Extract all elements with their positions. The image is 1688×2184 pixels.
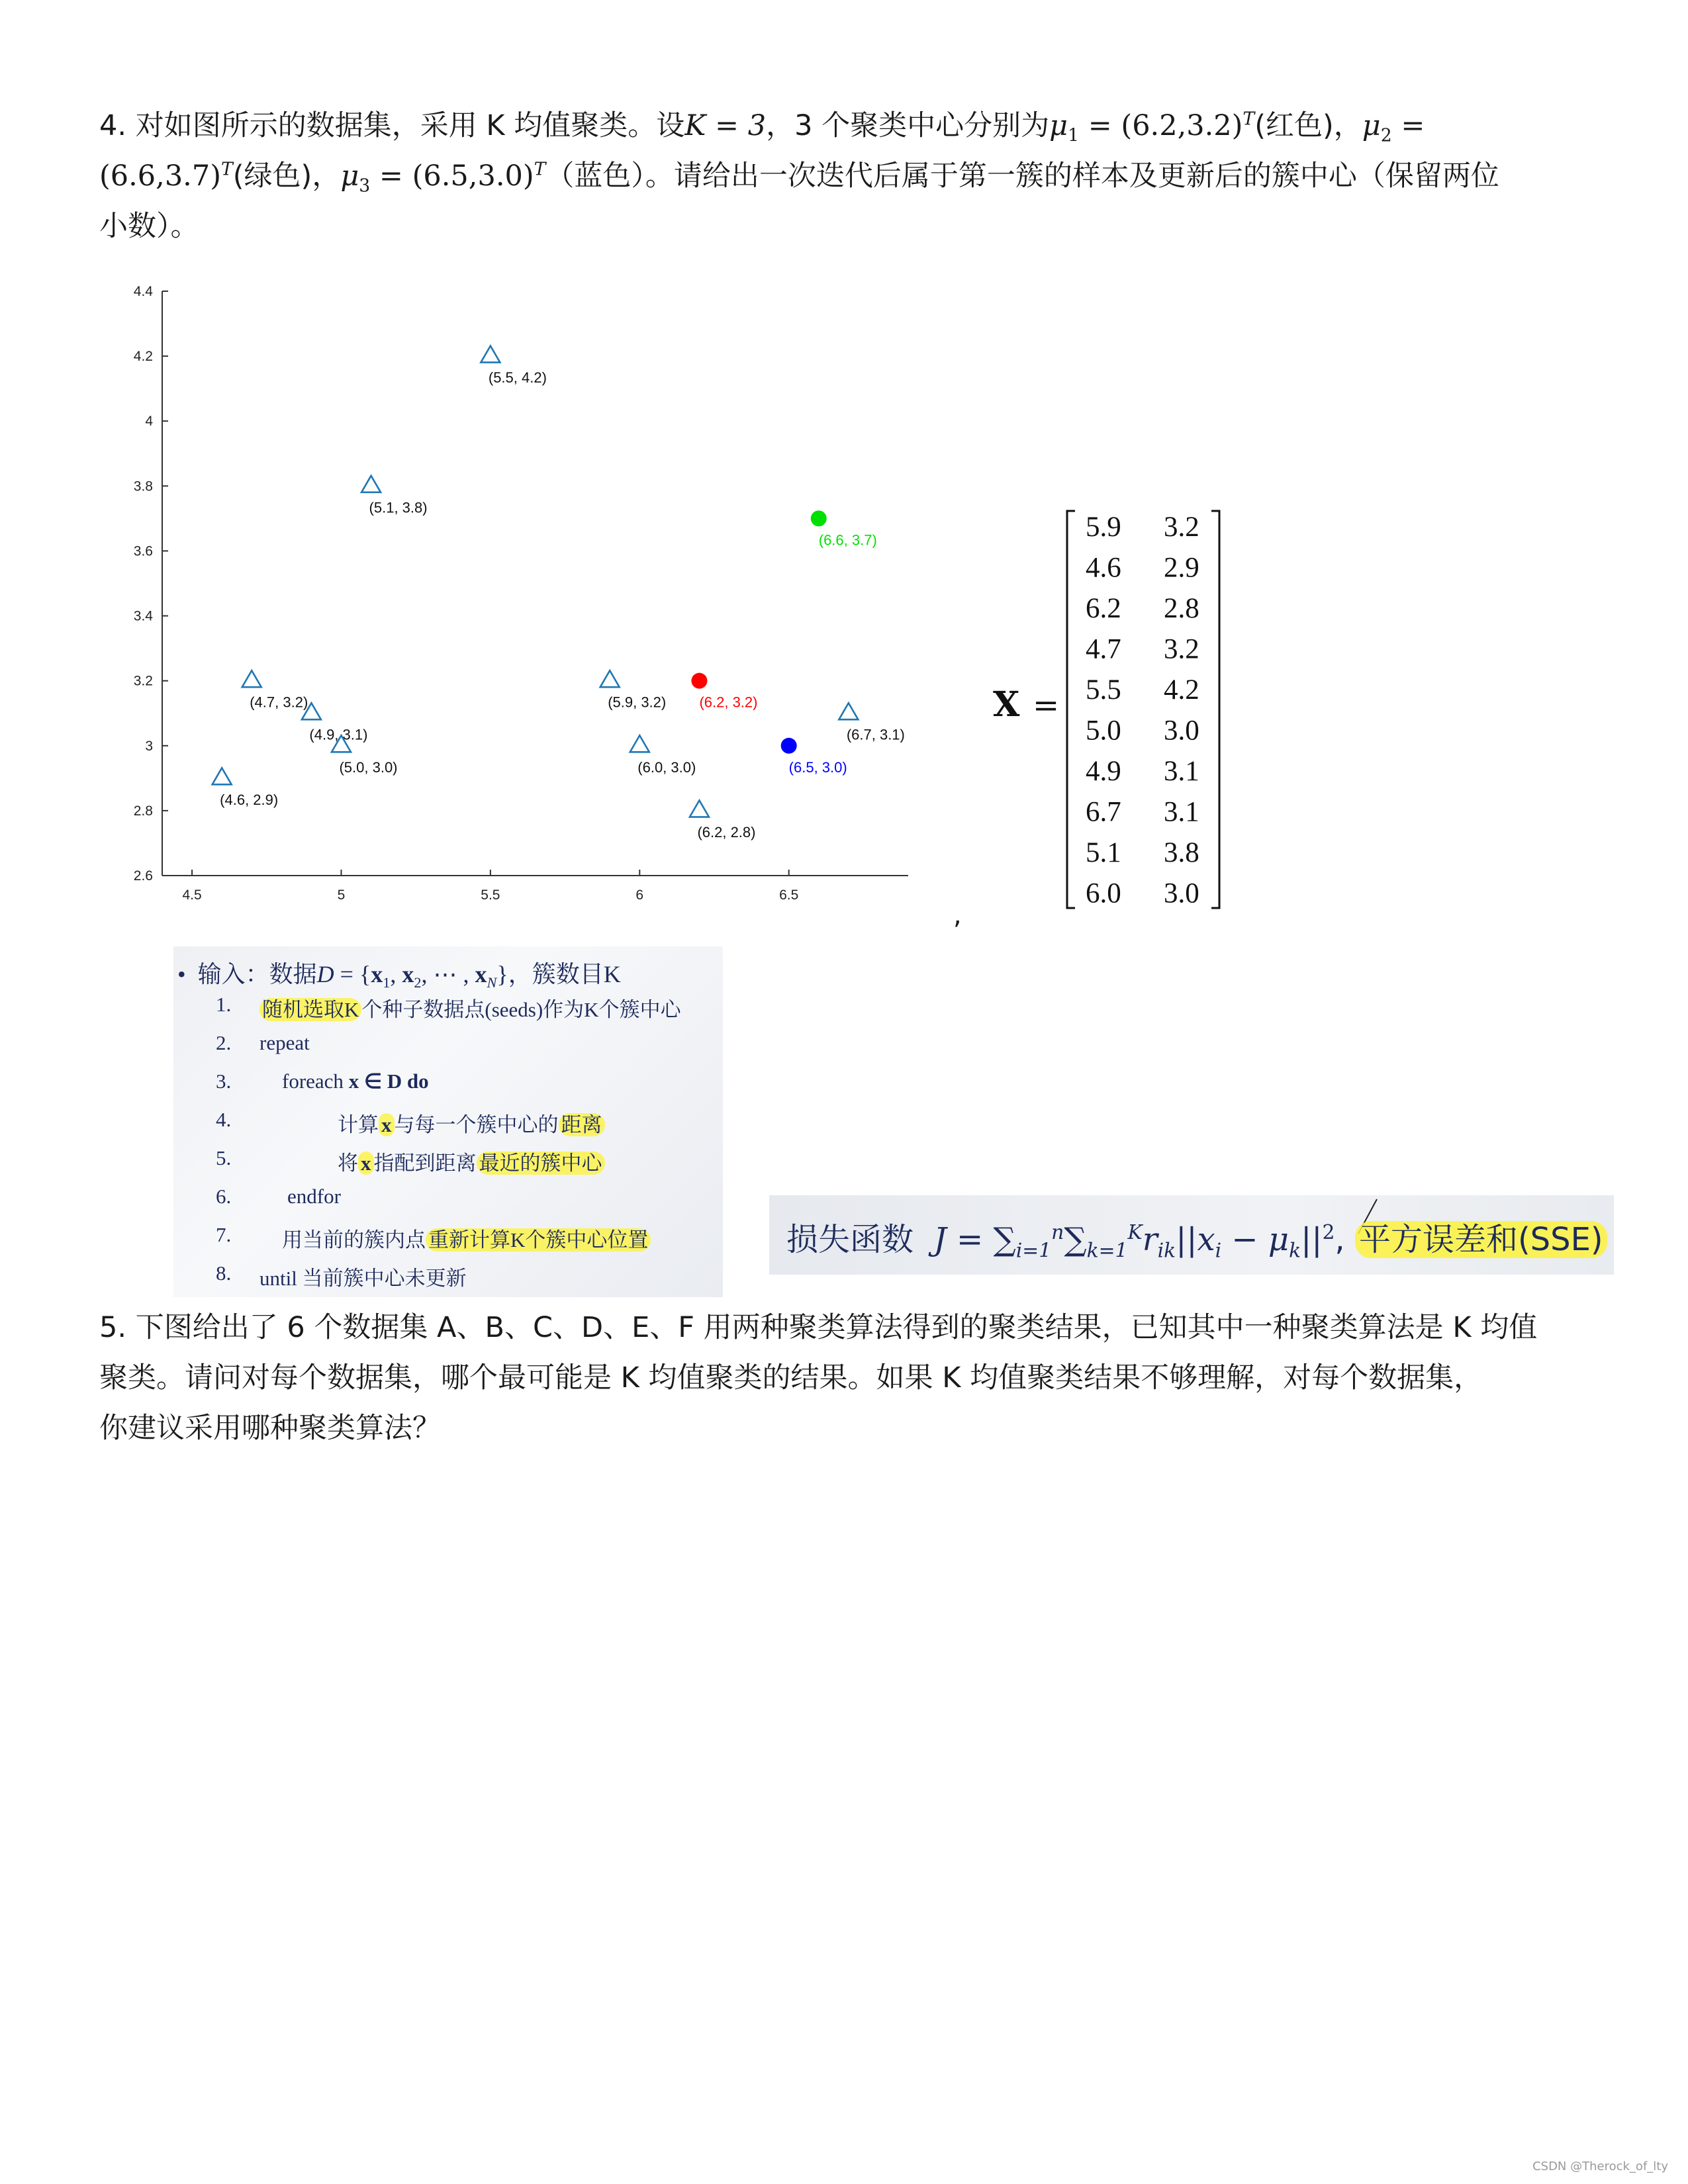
data-point-triangle	[600, 670, 620, 687]
y-tick-label: 2.6	[133, 868, 153, 884]
matrix-cell: 4.9	[1086, 756, 1121, 787]
data-point-label: (6.2, 2.8)	[697, 823, 756, 841]
y-tick-label: 3.2	[133, 673, 153, 689]
matrix-cell: 6.2	[1086, 593, 1121, 624]
question-4-line-3: 小数）。	[99, 210, 199, 243]
x-tick-label: 4.5	[182, 887, 202, 903]
cluster-center-label: (6.2, 3.2)	[699, 694, 758, 711]
matrix-cell: 4.7	[1086, 633, 1121, 665]
matrix-cell: 5.1	[1086, 837, 1121, 868]
question-5-line-2: 聚类。请问对每个数据集，哪个最可能是 K 均值聚类的结果。如果 K 均值聚类结果不够理解，对每个数据集，	[99, 1361, 1483, 1394]
loss-formula: 损失函数 $J = \sum_{i=1}^n\sum_{k=1}^Kr_{ik}||x_i - \mu_k||^2$, 平方误差和(SSE)	[786, 1214, 1607, 1259]
matrix-cell: 2.8	[1164, 593, 1199, 624]
matrix-left-bracket	[1067, 511, 1075, 908]
question-5	[99, 1302, 1589, 1453]
matrix-cell: 6.7	[1086, 796, 1121, 828]
matrix-cell: 5.5	[1086, 674, 1121, 705]
question-4-line-2: $(6.6,3.7)^T$(绿色)，$\mu_3 = (6.5,3.0)^T$（蓝色）。请给出一次迭代后属于第一簇的样本及更新后的簇中心（保留两位	[99, 159, 1499, 197]
data-point-label: (5.9, 3.2)	[608, 694, 667, 711]
data-point-label: (5.5, 4.2)	[488, 369, 547, 387]
data-point-label: (4.7, 3.2)	[250, 694, 308, 711]
sse-highlight: 平方误差和(SSE)	[1355, 1221, 1607, 1258]
data-point-triangle	[481, 346, 500, 363]
cluster-center-label: (6.6, 3.7)	[818, 531, 877, 549]
x-tick-label: 5.5	[481, 887, 500, 903]
matrix-right-bracket	[1211, 511, 1219, 908]
data-point-triangle	[212, 768, 232, 784]
matrix-cell: 3.2	[1164, 512, 1199, 543]
question-5-line-1: 5. 下图给出了 6 个数据集 A、B、C、D、E、F 用两种聚类算法得到的聚类结果，已知其中一种聚类算法是 K 均值	[99, 1311, 1538, 1344]
question-5-line-3: 你建议采用哪种聚类算法？	[99, 1412, 441, 1445]
y-tick-label: 4	[145, 414, 153, 430]
scatter-chart	[106, 265, 927, 927]
cluster-center-dot	[691, 673, 707, 689]
cluster-center-label: (6.5, 3.0)	[788, 758, 847, 776]
cluster-center-dot	[781, 738, 797, 754]
y-tick-label: 3.6	[133, 543, 153, 559]
matrix-cell: 6.0	[1086, 878, 1121, 909]
data-point-label: (5.0, 3.0)	[339, 758, 398, 776]
matrix-cell: 5.0	[1086, 715, 1121, 747]
y-tick-label: 3.8	[133, 478, 153, 494]
y-tick-label: 4.4	[133, 284, 153, 299]
y-tick-label: 3.4	[133, 608, 153, 624]
cluster-center-dot	[811, 510, 827, 526]
data-point-label: (5.1, 3.8)	[369, 499, 428, 516]
data-point-label: (4.9, 3.1)	[309, 726, 368, 743]
data-point-triangle	[242, 670, 261, 687]
data-point-triangle	[361, 476, 381, 492]
kmeans-algorithm-box: • 输入：数据$D = \{x_1$, $x_2$, ⋯ , $x_N$}，簇数目K 1. 随机选取K 个种子数据点(seeds)作为K个簇中心 2. repeat 3. foreach x ∈ D do 4. 计算 x 与每一个簇中心的 距离 5. 将 x 指配到距离 最近的簇中心 6. endfor 7. 用当前的簇内点 重新计算K个簇中心位置 8. until 当前簇中心未更新	[173, 946, 723, 1297]
matrix-cell: 3.1	[1164, 756, 1199, 787]
matrix-name: X	[993, 684, 1020, 725]
matrix-cell: 5.9	[1086, 512, 1121, 543]
data-point-triangle	[630, 735, 649, 752]
data-matrix	[986, 503, 1231, 913]
question-4	[99, 101, 1589, 251]
matrix-cell: 4.2	[1164, 674, 1199, 705]
data-point-label: (4.6, 2.9)	[220, 791, 279, 808]
matrix-cell: 3.0	[1164, 878, 1199, 909]
matrix-cell: 3.1	[1164, 796, 1199, 828]
data-point-label: (6.7, 3.1)	[846, 726, 905, 743]
separator-comma: ,	[953, 900, 962, 931]
y-tick-label: 2.8	[133, 803, 153, 819]
x-tick-label: 6.5	[779, 887, 799, 903]
question-4-line-1: 4. 对如图所示的数据集，采用 K 均值聚类。设K = 3，3 个聚类中心分别为$\mu_1 = (6.2,3.2)^T$(红色)，$\mu_2$ =	[99, 109, 1425, 146]
data-point-triangle	[690, 800, 709, 817]
algorithm-input-header: • 输入：数据$D = \{x_1$, $x_2$, ⋯ , $x_N$}，簇数目K	[177, 961, 621, 991]
matrix-equals: =	[1033, 687, 1060, 724]
matrix-cell: 3.8	[1164, 837, 1199, 868]
y-tick-label: 3	[145, 738, 153, 754]
matrix-cell: 2.9	[1164, 552, 1199, 584]
data-point-label: (6.0, 3.0)	[637, 758, 696, 776]
loss-function-box	[769, 1195, 1614, 1275]
x-tick-label: 6	[635, 887, 644, 903]
y-tick-label: 4.2	[133, 349, 153, 365]
matrix-cell: 3.2	[1164, 633, 1199, 665]
watermark-credit: CSDN @Therock_of_lty	[1532, 2160, 1668, 2173]
x-tick-label: 5	[337, 887, 346, 903]
data-point-triangle	[839, 703, 858, 719]
matrix-cell: 4.6	[1086, 552, 1121, 584]
matrix-cell: 3.0	[1164, 715, 1199, 747]
